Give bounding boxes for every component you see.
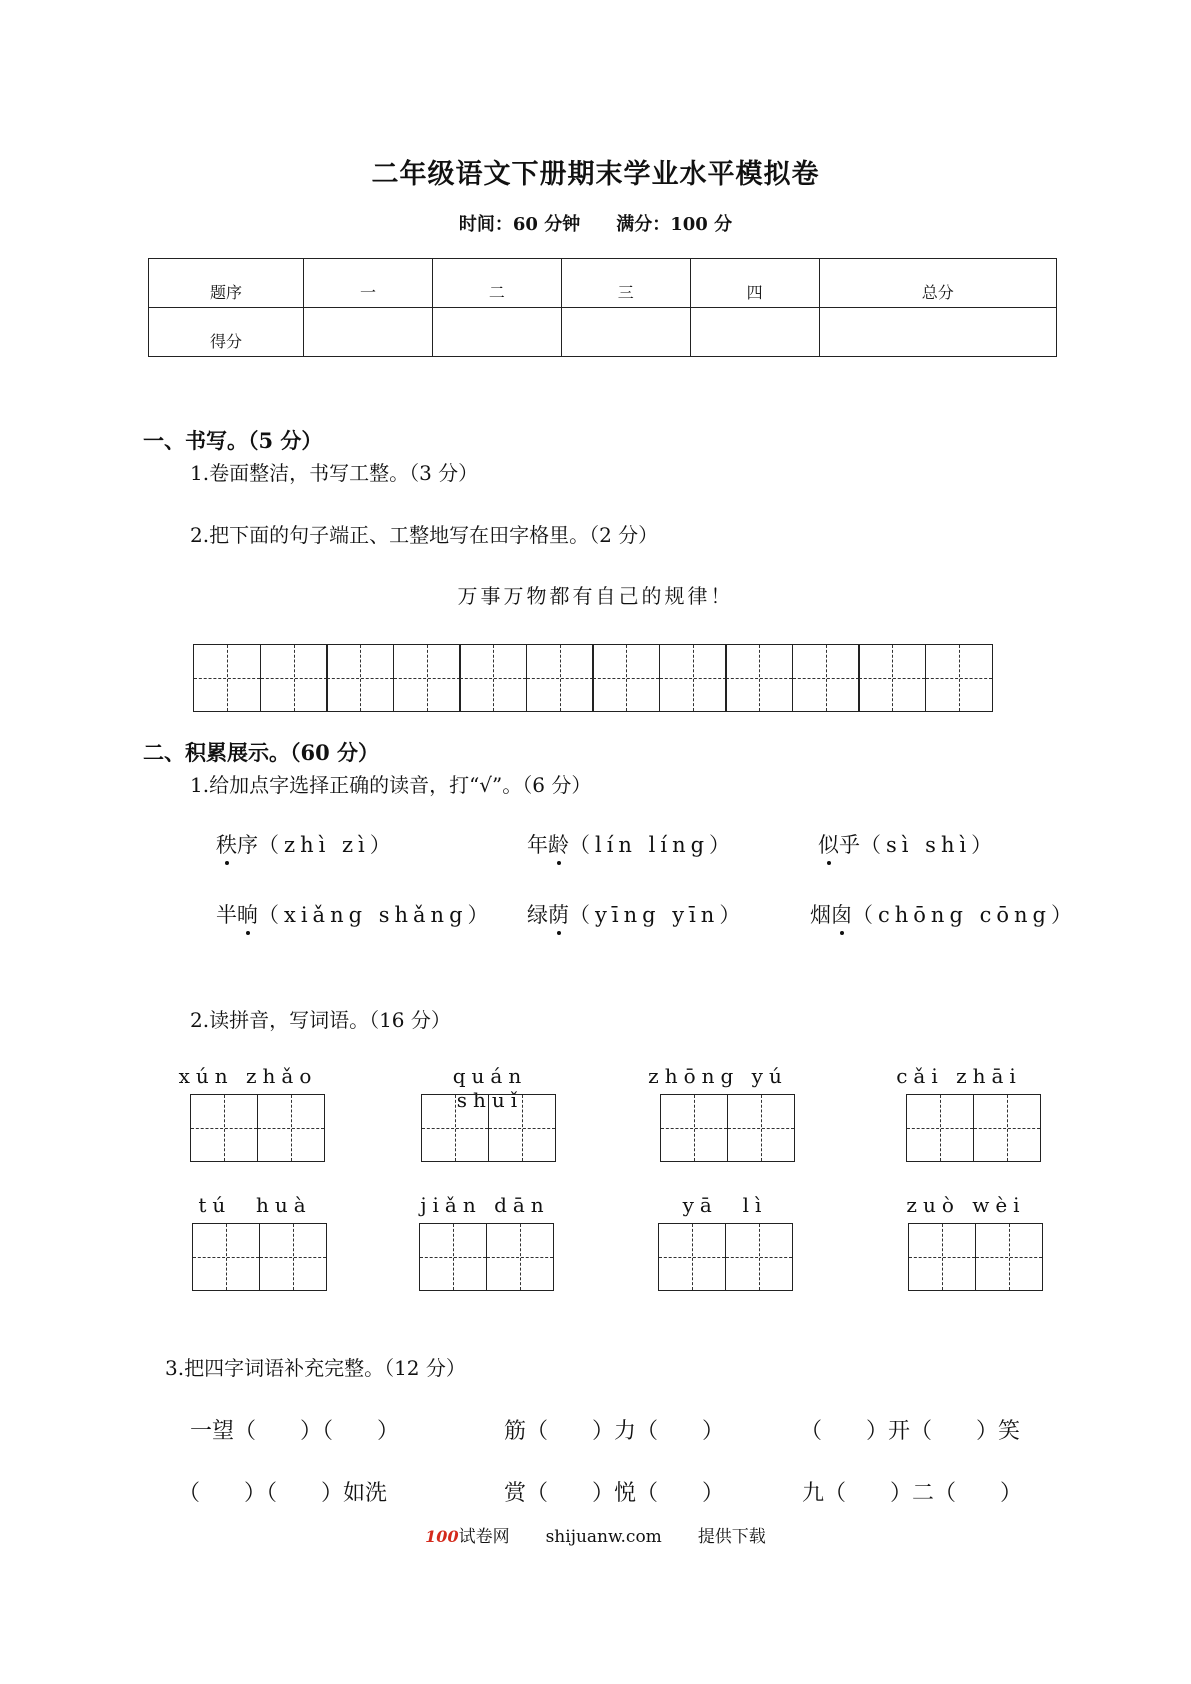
score-table-cell: 四	[690, 259, 819, 308]
tianzige-cell[interactable]	[190, 1094, 258, 1162]
tianzige-cell[interactable]	[659, 644, 727, 712]
pinyin-prompt: zhōng yú	[648, 1064, 788, 1088]
section2-heading: 二、积累展示。（60 分）	[143, 740, 380, 765]
tianzige-cell[interactable]	[260, 644, 328, 712]
score-table	[148, 258, 1057, 357]
pinyin-choice-item[interactable]	[818, 829, 997, 859]
idiom-blank[interactable]: 九（ ）二（ ）	[802, 1481, 1023, 1506]
pinyin-prompt: tú huà	[198, 1193, 312, 1217]
word-character: 绿	[527, 903, 548, 927]
tianzige-cell[interactable]	[906, 1094, 974, 1162]
score-input-cell[interactable]	[819, 308, 1056, 357]
tianzige-cell[interactable]	[419, 1223, 487, 1291]
exam-full-score: 满分：100 分	[616, 214, 733, 235]
tianzige-cell[interactable]	[193, 644, 261, 712]
word-writing-grid[interactable]	[658, 1223, 793, 1291]
tianzige-cell[interactable]	[792, 644, 860, 712]
section2-q1: 1.给加点字选择正确的读音，打“√”。（6 分）	[190, 773, 592, 797]
pinyin-options[interactable]: （zhì zì）	[258, 833, 396, 857]
pinyin-options[interactable]: （yīng yīn）	[569, 903, 746, 927]
pinyin-prompt: yā lì	[682, 1193, 768, 1217]
tianzige-cell[interactable]	[486, 1223, 554, 1291]
score-table-cell: 得分	[149, 308, 304, 357]
dotted-character: 似	[818, 829, 839, 859]
pinyin-prompt: zuò wèi	[906, 1193, 1026, 1217]
tianzige-cell[interactable]	[259, 1223, 327, 1291]
score-table-cell: 总分	[819, 259, 1056, 308]
download-note: 提供下载	[697, 1527, 766, 1547]
pinyin-choice-item[interactable]	[810, 899, 1077, 929]
tianzige-cell[interactable]	[421, 1094, 489, 1162]
page-title: 二年级语文下册期末学业水平模拟卷	[371, 159, 820, 190]
score-input-cell[interactable]	[304, 308, 433, 357]
score-input-cell[interactable]	[561, 308, 690, 357]
tianzige-cell[interactable]	[925, 644, 993, 712]
section1-heading: 一、书写。（5 分）	[143, 428, 323, 453]
tianzige-cell[interactable]	[725, 1223, 793, 1291]
tianzige-cell[interactable]	[488, 1094, 556, 1162]
idiom-blank[interactable]: 筋（ ）力（ ）	[504, 1419, 725, 1444]
word-character: 年	[527, 833, 548, 857]
pinyin-prompt: jiǎn dān	[420, 1193, 550, 1217]
score-table-cell: 三	[561, 259, 690, 308]
score-table-score-row	[149, 308, 1057, 357]
word-character: 半	[216, 903, 237, 927]
score-input-cell[interactable]	[690, 308, 819, 357]
section2-q3: 3.把四字词语补充完整。（12 分）	[165, 1356, 466, 1380]
dotted-character: 秩	[216, 829, 237, 859]
exam-info	[0, 210, 1191, 236]
tianzige-cell[interactable]	[393, 644, 461, 712]
tianzige-cell[interactable]	[725, 644, 793, 712]
pinyin-options[interactable]: （lín líng）	[569, 833, 736, 857]
word-writing-grid[interactable]	[421, 1094, 556, 1162]
pinyin-options[interactable]: （chōng cōng）	[852, 903, 1077, 927]
pinyin-options[interactable]: （sì shì）	[860, 833, 998, 857]
word-character: 乎	[839, 833, 860, 857]
score-table-cell: 题序	[149, 259, 304, 308]
pinyin-prompt: xún zhǎo	[178, 1064, 318, 1088]
pinyin-choice-item[interactable]	[216, 899, 494, 929]
pinyin-choice-item[interactable]	[527, 829, 735, 859]
idiom-blank[interactable]: （ ）开（ ）笑	[800, 1419, 1021, 1444]
word-character: 序	[237, 833, 258, 857]
tianzige-cell[interactable]	[326, 644, 394, 712]
tianzige-cell[interactable]	[459, 644, 527, 712]
idiom-blank[interactable]: （ ）（ ）如洗	[178, 1481, 388, 1506]
dotted-character: 晌	[237, 899, 258, 929]
tianzige-cell[interactable]	[908, 1223, 976, 1291]
section2-q2: 2.读拼音，写词语。（16 分）	[190, 1008, 451, 1032]
tianzige-cell[interactable]	[660, 1094, 728, 1162]
dotted-character: 龄	[548, 829, 569, 859]
exam-time: 时间：60 分钟	[458, 214, 581, 235]
word-writing-grid[interactable]	[908, 1223, 1043, 1291]
tianzige-cell[interactable]	[526, 644, 594, 712]
site-domain[interactable]: shijuanw.com	[545, 1527, 662, 1547]
tianzige-cell[interactable]	[858, 644, 926, 712]
section1-q2: 2.把下面的句子端正、工整地写在田字格里。（2 分）	[190, 523, 659, 547]
tianzige-cell[interactable]	[592, 644, 660, 712]
word-writing-grid[interactable]	[660, 1094, 795, 1162]
pinyin-choice-item[interactable]	[216, 829, 396, 859]
pinyin-prompt: cǎi zhāi	[896, 1064, 1022, 1088]
word-character: 烟	[810, 903, 831, 927]
tianzige-cell[interactable]	[975, 1223, 1043, 1291]
site-logo: 100	[425, 1527, 459, 1546]
pinyin-prompt: quán shuǐ	[452, 1064, 528, 1112]
writing-grid[interactable]	[193, 644, 993, 712]
tianzige-cell[interactable]	[727, 1094, 795, 1162]
footer	[0, 1522, 1191, 1547]
word-writing-grid[interactable]	[419, 1223, 554, 1291]
dotted-character: 荫	[548, 899, 569, 929]
section1-q1: 1.卷面整洁，书写工整。（3 分）	[190, 461, 479, 485]
tianzige-cell[interactable]	[973, 1094, 1041, 1162]
pinyin-choice-item[interactable]	[527, 899, 745, 929]
pinyin-options[interactable]: （xiǎng shǎng）	[258, 903, 494, 927]
tianzige-cell[interactable]	[192, 1223, 260, 1291]
score-table-cell: 一	[304, 259, 433, 308]
word-writing-grid[interactable]	[190, 1094, 325, 1162]
dotted-character: 囱	[831, 899, 852, 929]
score-table-header-row	[149, 259, 1057, 308]
word-writing-grid[interactable]	[906, 1094, 1041, 1162]
idiom-blank[interactable]: 赏（ ）悦（ ）	[504, 1481, 725, 1506]
score-input-cell[interactable]	[432, 308, 561, 357]
tianzige-cell[interactable]	[658, 1223, 726, 1291]
site-name: 试卷网	[458, 1527, 510, 1547]
copy-sentence: 万事万物都有自己的规律！	[457, 584, 734, 608]
idiom-blank[interactable]: 一望（ ）（ ）	[190, 1419, 400, 1444]
score-table-cell: 二	[432, 259, 561, 308]
word-writing-grid[interactable]	[192, 1223, 327, 1291]
tianzige-cell[interactable]	[257, 1094, 325, 1162]
